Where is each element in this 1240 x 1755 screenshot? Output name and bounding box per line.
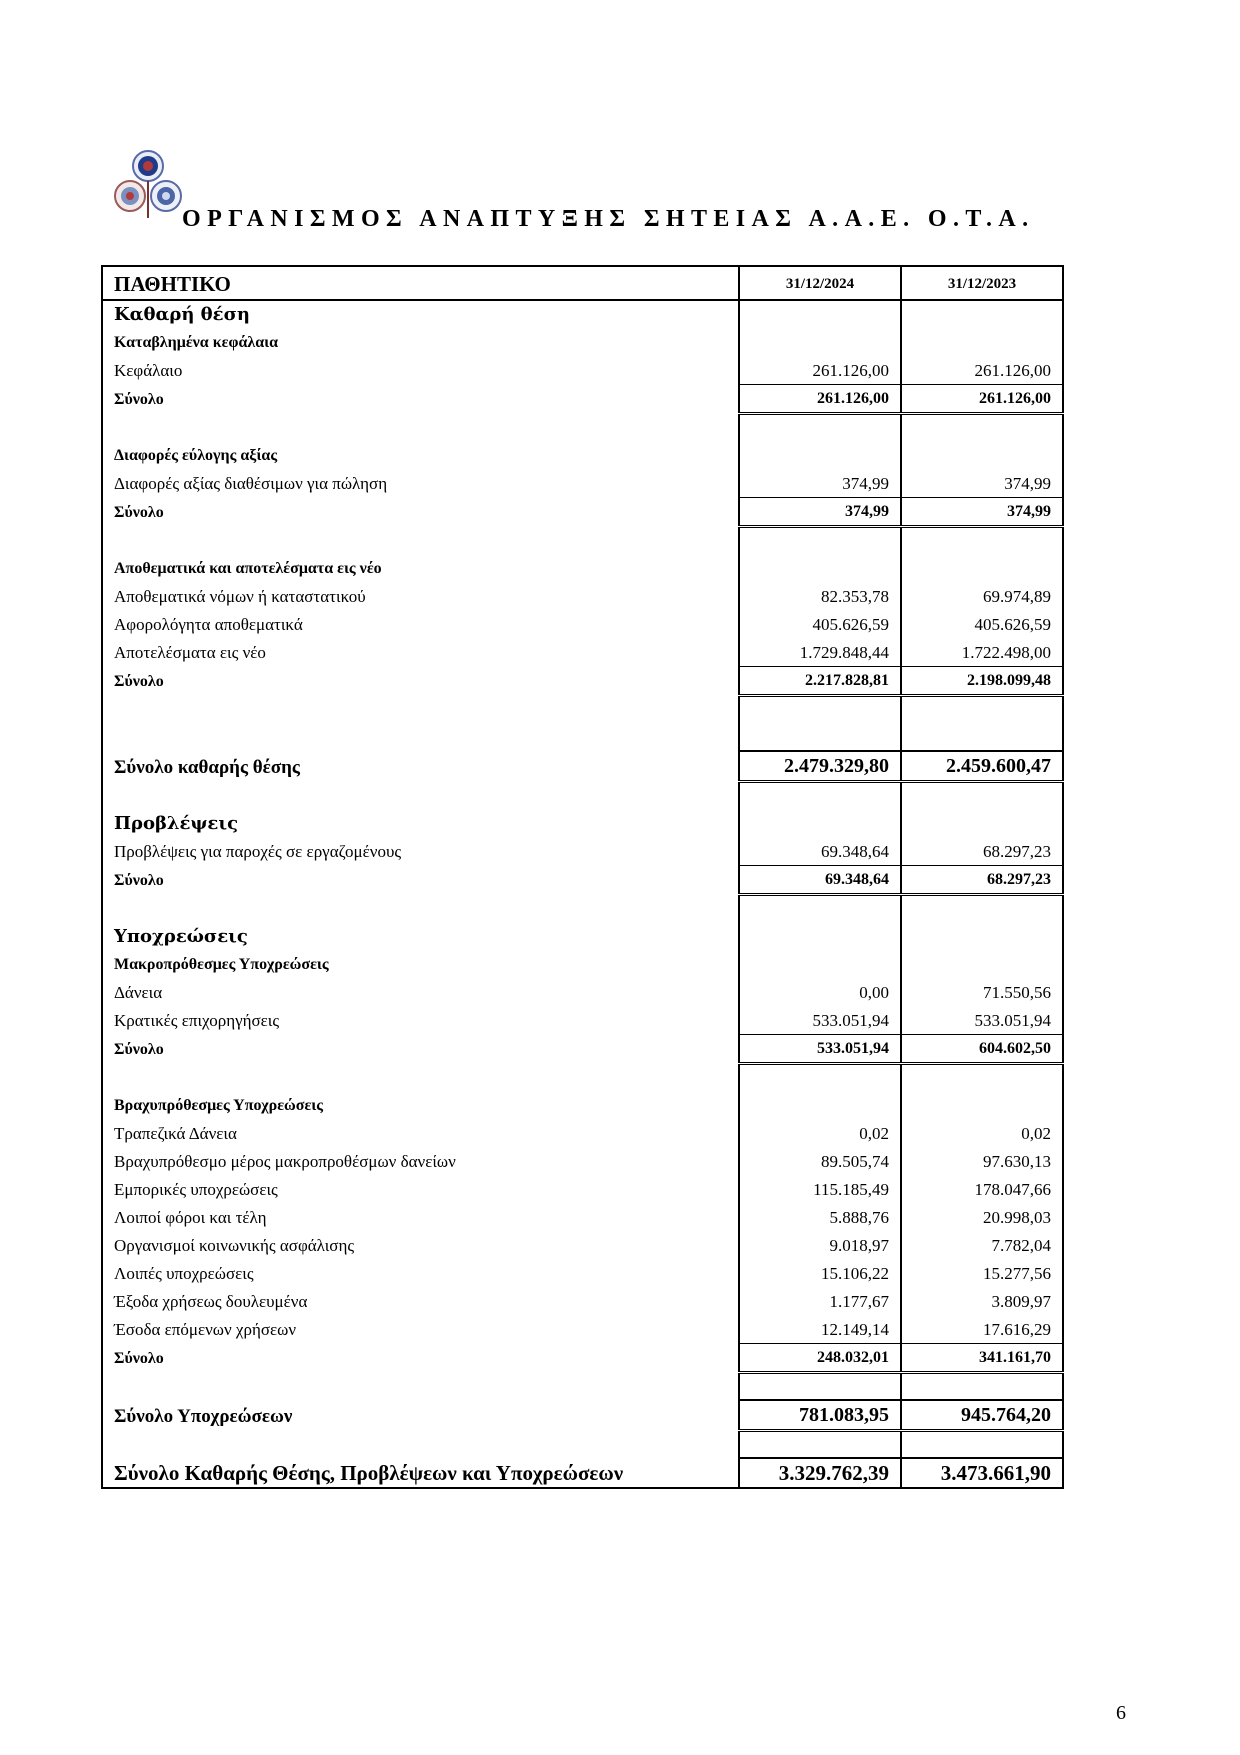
row-label: Οργανισμοί κοινωνικής ασφάλισης [102,1231,739,1259]
row-value-2023: 533.051,94 [901,1006,1063,1034]
row-label: Διαφορές αξίας διαθέσιμων για πώληση [102,469,739,497]
row-label: Αποθεματικά και αποτελέσματα εις νέο [102,554,739,582]
row-value-2024: 89.505,74 [739,1147,901,1175]
spacer-row [102,413,1063,441]
row-value-2024 [739,328,901,356]
row-value-2024: 781.083,95 [739,1400,901,1430]
row-value-2024: 533.051,94 [739,1034,901,1063]
table-header-row [102,266,1063,300]
table-row [102,1259,1063,1287]
subtotal-row [102,666,1063,695]
subtotal-row [102,865,1063,894]
row-label: Διαφορές εύλογης αξίας [102,441,739,469]
organization-seal-logo [110,146,186,222]
row-label: Αφορολόγητα αποθεματικά [102,610,739,638]
table-row [102,1006,1063,1034]
row-value-2024 [739,441,901,469]
row-value-2023: 3.809,97 [901,1287,1063,1315]
row-label: Δάνεια [102,978,739,1006]
row-label: Μακροπρόθεσμες Υποχρεώσεις [102,950,739,978]
subtotal-row [102,1034,1063,1063]
spacer-row [102,695,1063,723]
row-value-2024: 405.626,59 [739,610,901,638]
row-label: Σύνολο [102,865,739,894]
row-label: Έσοδα επόμενων χρήσεων [102,1315,739,1343]
row-value-2024: 0,02 [739,1119,901,1147]
grand-total-row [102,1458,1063,1488]
row-value-2023: 15.277,56 [901,1259,1063,1287]
section-row [102,809,1063,837]
row-value-2023 [901,950,1063,978]
row-value-2023: 604.602,50 [901,1034,1063,1063]
table-row [102,356,1063,384]
row-label: Σύνολο [102,1343,739,1372]
row-value-2023: 374,99 [901,497,1063,526]
spacer-row [102,723,1063,751]
row-value-2023 [901,809,1063,837]
row-value-2023 [901,328,1063,356]
row-value-2024 [739,554,901,582]
subsection-row [102,328,1063,356]
column-header-2024: 31/12/2024 [739,266,901,300]
row-value-2023 [901,300,1063,328]
row-label: Υποχρεώσεις [102,922,739,950]
subsection-row [102,950,1063,978]
row-value-2023: 405.626,59 [901,610,1063,638]
row-value-2023 [901,554,1063,582]
row-value-2024: 115.185,49 [739,1175,901,1203]
column-header-2023: 31/12/2023 [901,266,1063,300]
row-value-2024 [739,950,901,978]
row-value-2024 [739,1091,901,1119]
row-label: Εμπορικές υποχρεώσεις [102,1175,739,1203]
section-row [102,922,1063,950]
subsection-row [102,1091,1063,1119]
subtotal-row [102,1343,1063,1372]
row-value-2023: 178.047,66 [901,1175,1063,1203]
row-label: Κρατικές επιχορηγήσεις [102,1006,739,1034]
spacer-row [102,781,1063,809]
row-label: Αποτελέσματα εις νέο [102,638,739,666]
row-value-2024: 248.032,01 [739,1343,901,1372]
table-row [102,1119,1063,1147]
section-row [102,300,1063,328]
liabilities-table [101,265,1064,1489]
row-label: Τραπεζικά Δάνεια [102,1119,739,1147]
organization-title: ΟΡΓΑΝΙΣΜΟΣ ΑΝΑΠΤΥΞΗΣ ΣΗΤΕΙΑΣ Α.Α.Ε. Ο.Τ.Α. [182,206,1035,232]
row-value-2024 [739,809,901,837]
row-value-2024: 69.348,64 [739,865,901,894]
row-value-2023: 1.722.498,00 [901,638,1063,666]
row-label: Βραχυπρόθεσμες Υποχρεώσεις [102,1091,739,1119]
row-value-2024 [739,922,901,950]
table-row [102,1287,1063,1315]
row-value-2023: 0,02 [901,1119,1063,1147]
row-label: Λοιπές υποχρεώσεις [102,1259,739,1287]
row-label: Προβλέψεις [102,809,739,837]
row-label: Σύνολο [102,666,739,695]
row-value-2024: 3.329.762,39 [739,1458,901,1488]
row-value-2024: 15.106,22 [739,1259,901,1287]
row-value-2024: 261.126,00 [739,384,901,413]
row-value-2024: 374,99 [739,469,901,497]
row-value-2023: 945.764,20 [901,1400,1063,1430]
subtotal-row [102,384,1063,413]
spacer-row [102,526,1063,554]
page-number: 6 [1116,1702,1126,1724]
row-value-2023: 2.198.099,48 [901,666,1063,695]
row-value-2024: 9.018,97 [739,1231,901,1259]
subsection-row [102,441,1063,469]
row-value-2024: 374,99 [739,497,901,526]
row-value-2023: 17.616,29 [901,1315,1063,1343]
total-liabilities-row [102,1400,1063,1430]
row-label: Σύνολο [102,1034,739,1063]
spacer-row [102,894,1063,922]
row-value-2023: 69.974,89 [901,582,1063,610]
table-row [102,1231,1063,1259]
row-value-2024: 1.729.848,44 [739,638,901,666]
spacer-row [102,1063,1063,1091]
row-label: Σύνολο [102,384,739,413]
row-value-2024: 12.149,14 [739,1315,901,1343]
row-value-2024: 1.177,67 [739,1287,901,1315]
row-value-2023 [901,922,1063,950]
row-value-2024 [739,300,901,328]
table-row [102,1175,1063,1203]
table-row [102,1315,1063,1343]
row-value-2023: 3.473.661,90 [901,1458,1063,1488]
row-value-2023: 68.297,23 [901,865,1063,894]
row-label: Σύνολο Υποχρεώσεων [102,1400,739,1430]
table-row [102,610,1063,638]
row-value-2023 [901,1091,1063,1119]
row-label: Έξοδα χρήσεως δουλευμένα [102,1287,739,1315]
row-label: Βραχυπρόθεσμο μέρος μακροπροθέσμων δανείων [102,1147,739,1175]
row-value-2024: 261.126,00 [739,356,901,384]
row-label: Αποθεματικά νόμων ή καταστατικού [102,582,739,610]
spacer-row [102,1430,1063,1458]
table-title: ΠΑΘΗΤΙΚΟ [102,266,739,300]
table-row [102,1147,1063,1175]
row-value-2024: 0,00 [739,978,901,1006]
row-value-2024: 82.353,78 [739,582,901,610]
row-value-2023: 261.126,00 [901,356,1063,384]
table-row [102,1203,1063,1231]
row-label: Σύνολο Καθαρής Θέσης, Προβλέψεων και Υποχρεώσεων [102,1458,739,1488]
table-row [102,978,1063,1006]
row-value-2023: 341.161,70 [901,1343,1063,1372]
row-label: Λοιποί φόροι και τέλη [102,1203,739,1231]
table-row [102,837,1063,865]
row-label: Προβλέψεις για παροχές σε εργαζομένους [102,837,739,865]
row-value-2024: 533.051,94 [739,1006,901,1034]
spacer-row [102,1372,1063,1400]
row-label: Καθαρή θέση [102,300,739,328]
row-label: Σύνολο [102,497,739,526]
row-value-2023: 2.459.600,47 [901,751,1063,781]
row-value-2023: 68.297,23 [901,837,1063,865]
row-value-2023: 261.126,00 [901,384,1063,413]
row-label: Καταβλημένα κεφάλαια [102,328,739,356]
row-value-2023 [901,441,1063,469]
subtotal-row [102,497,1063,526]
row-value-2023: 20.998,03 [901,1203,1063,1231]
row-value-2023: 374,99 [901,469,1063,497]
row-value-2023: 71.550,56 [901,978,1063,1006]
row-value-2024: 2.479.329,80 [739,751,901,781]
table-row [102,469,1063,497]
table-row [102,582,1063,610]
row-value-2024: 69.348,64 [739,837,901,865]
subsection-row [102,554,1063,582]
row-value-2023: 97.630,13 [901,1147,1063,1175]
row-value-2024: 5.888,76 [739,1203,901,1231]
row-label: Κεφάλαιο [102,356,739,384]
row-value-2023: 7.782,04 [901,1231,1063,1259]
total-net-position-row [102,751,1063,781]
table-row [102,638,1063,666]
row-value-2024: 2.217.828,81 [739,666,901,695]
row-label: Σύνολο καθαρής θέσης [102,751,739,781]
